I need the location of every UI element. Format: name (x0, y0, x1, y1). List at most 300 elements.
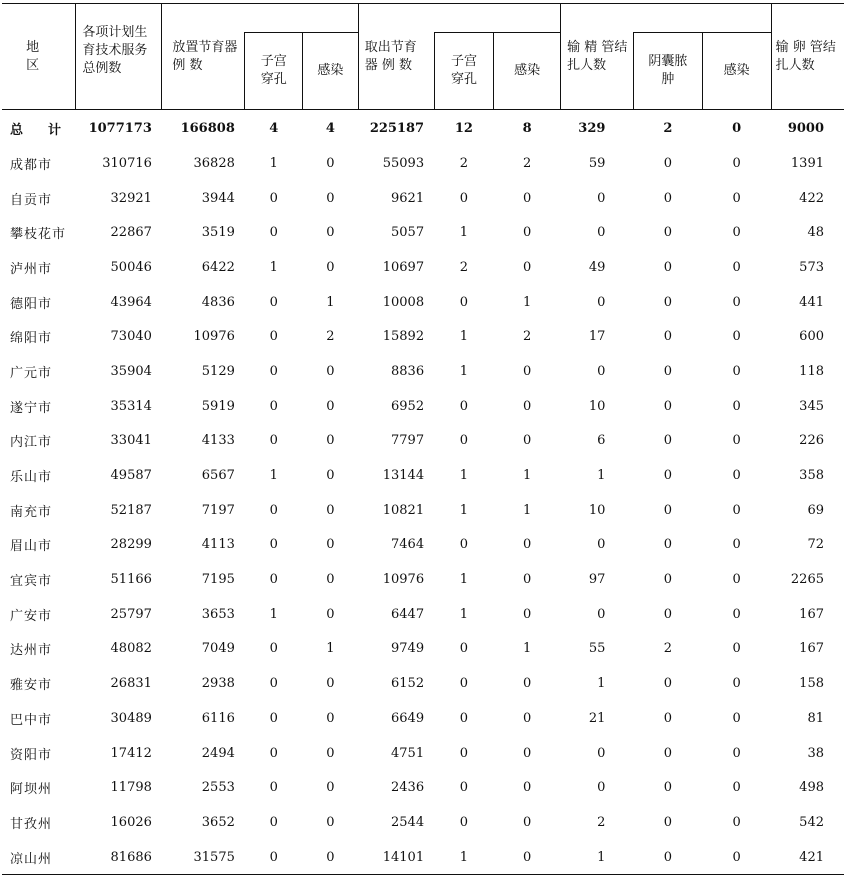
vasectomy-infection-cell: 0 (732, 225, 741, 241)
tubal-cell: 441 (799, 294, 824, 310)
remove-perforation-cell: 2 (459, 259, 469, 275)
insert-iud-cell: 2553 (201, 780, 235, 796)
total-cases-cell: 1077173 (88, 120, 152, 136)
vasectomy-hematoma-cell: 0 (663, 398, 672, 414)
table-row (2, 215, 844, 250)
insert-iud-cell: 7049 (201, 641, 235, 657)
insert-infection-cell: 0 (326, 225, 335, 241)
remove-infection-cell: 0 (523, 606, 532, 622)
family-planning-table (2, 3, 844, 875)
vasectomy-cell: 0 (597, 363, 606, 379)
table-body (2, 110, 844, 875)
header-insert-perforation: 子宫穿孔 (245, 33, 303, 110)
vasectomy-hematoma-cell: 0 (663, 537, 672, 553)
remove-iud-cell: 6952 (391, 398, 425, 414)
vasectomy-cell: 49 (588, 259, 606, 275)
remove-infection-cell: 0 (523, 710, 532, 726)
region-cell: 内江市 (10, 435, 53, 451)
remove-iud-cell: 7464 (391, 537, 425, 553)
remove-iud-cell: 2436 (391, 780, 425, 796)
table-row (2, 250, 844, 285)
vasectomy-infection-cell: 0 (732, 745, 741, 761)
vasectomy-cell: 6 (597, 433, 606, 449)
remove-perforation-cell: 0 (459, 710, 469, 726)
total-vasectomy-cell: 329 (578, 120, 606, 136)
total-cases-cell: 26831 (110, 676, 152, 692)
insert-iud-cell: 5919 (201, 398, 235, 414)
region-cell: 雅安市 (10, 678, 53, 694)
vasectomy-hematoma-cell: 0 (663, 468, 672, 484)
table-row (2, 319, 844, 354)
remove-perforation-cell: 1 (459, 502, 469, 518)
insert-iud-cell: 7197 (201, 502, 235, 518)
insert-iud-cell: 3519 (201, 225, 235, 241)
region-cell: 乐山市 (10, 470, 53, 486)
table-row (2, 389, 844, 424)
vasectomy-cell: 0 (597, 537, 606, 553)
insert-iud-cell: 3653 (201, 606, 235, 622)
table-row (2, 736, 844, 771)
vasectomy-cell: 10 (588, 398, 606, 414)
total-insert-iud-cell: 166808 (180, 120, 235, 136)
tubal-cell: 345 (799, 398, 824, 414)
insert-iud-cell: 10976 (193, 329, 235, 345)
remove-perforation-cell: 1 (459, 363, 469, 379)
tubal-cell: 72 (807, 537, 824, 553)
vasectomy-cell: 59 (588, 155, 606, 171)
insert-perforation-cell: 0 (269, 433, 278, 449)
remove-iud-cell: 6152 (391, 676, 425, 692)
table-row (2, 701, 844, 736)
remove-iud-cell: 9749 (391, 641, 425, 657)
total-cases-cell: 16026 (110, 814, 152, 830)
region-cell: 攀枝花市 (10, 227, 67, 243)
insert-infection-cell: 0 (326, 259, 335, 275)
tubal-cell: 1391 (790, 155, 824, 171)
vasectomy-cell: 21 (588, 710, 606, 726)
region-cell: 达州市 (10, 643, 53, 659)
region-cell: 泸州市 (10, 261, 53, 277)
remove-iud-cell: 10697 (382, 259, 425, 275)
tubal-cell: 421 (771, 840, 844, 875)
tubal-cell: 118 (799, 363, 824, 379)
remove-perforation-cell: 1 (459, 572, 469, 588)
insert-perforation-cell: 0 (269, 225, 278, 241)
total-cases-cell: 48082 (110, 641, 152, 657)
remove-perforation-cell: 0 (459, 676, 469, 692)
tubal-cell: 167 (799, 641, 824, 657)
total-cases-cell: 33041 (110, 433, 152, 449)
insert-iud-cell: 31575 (162, 840, 245, 875)
tubal-cell: 573 (799, 259, 824, 275)
insert-infection-cell: 0 (326, 398, 335, 414)
vasectomy-hematoma-cell: 0 (663, 294, 672, 310)
region-cell: 宜宾市 (10, 574, 53, 590)
table-header (2, 4, 844, 110)
table-row (2, 458, 844, 493)
remove-iud-cell: 13144 (382, 468, 425, 484)
table-row (2, 146, 844, 181)
remove-infection-cell: 0 (523, 814, 532, 830)
header-insert-sub-space (245, 4, 358, 33)
remove-infection-cell: 1 (523, 502, 532, 518)
insert-infection-cell: 0 (326, 537, 335, 553)
insert-iud-cell: 2938 (201, 676, 235, 692)
insert-infection-cell: 0 (326, 676, 335, 692)
remove-infection-cell: 0 (523, 537, 532, 553)
table-row (2, 528, 844, 563)
insert-infection-cell: 0 (326, 814, 335, 830)
table-row (2, 354, 844, 389)
region-cell: 巴中市 (10, 712, 53, 728)
remove-iud-cell: 55093 (382, 155, 425, 171)
vasectomy-infection-cell: 0 (732, 780, 741, 796)
remove-iud-cell: 14101 (358, 840, 434, 875)
region-cell: 阿坝州 (10, 782, 53, 798)
vasectomy-infection-cell: 0 (732, 294, 741, 310)
insert-iud-cell: 6567 (201, 468, 235, 484)
insert-iud-cell: 2494 (201, 745, 235, 761)
insert-iud-cell: 5129 (201, 363, 235, 379)
total-cases-cell: 50046 (110, 259, 152, 275)
vasectomy-cell: 0 (597, 606, 606, 622)
vasectomy-infection-cell: 0 (732, 814, 741, 830)
vasectomy-hematoma-cell: 0 (663, 502, 672, 518)
header-vasectomy-hematoma: 阴囊脓肿 (633, 33, 702, 110)
table-row (2, 424, 844, 459)
vasectomy-infection-cell: 0 (732, 433, 741, 449)
table-row (2, 805, 844, 840)
remove-iud-cell: 6447 (391, 606, 425, 622)
remove-infection-cell: 1 (523, 294, 532, 310)
insert-perforation-cell: 0 (269, 329, 278, 345)
vasectomy-hematoma-cell: 0 (663, 190, 672, 206)
insert-infection-cell: 0 (326, 780, 335, 796)
remove-infection-cell: 0 (523, 190, 532, 206)
total-cases-cell: 35314 (110, 398, 152, 414)
insert-iud-cell: 6422 (201, 259, 235, 275)
region-cell: 成都市 (10, 157, 53, 173)
total-insert-perforation-cell: 4 (269, 120, 279, 136)
header-remove-infection: 感染 (494, 33, 561, 110)
header-remove-perforation: 子宫穿孔 (434, 33, 494, 110)
insert-perforation-cell: 0 (245, 840, 303, 875)
remove-perforation-cell: 1 (459, 329, 469, 345)
remove-infection-cell: 0 (494, 840, 561, 875)
remove-iud-cell: 10008 (382, 294, 425, 310)
remove-infection-cell: 0 (523, 572, 532, 588)
vasectomy-hematoma-cell: 0 (663, 225, 672, 241)
vasectomy-cell: 0 (597, 294, 606, 310)
total-remove-perforation-cell: 12 (454, 120, 473, 136)
region-cell: 德阳市 (10, 296, 53, 312)
table-row (2, 285, 844, 320)
table-row (2, 770, 844, 805)
vasectomy-cell: 1 (597, 468, 606, 484)
vasectomy-hematoma-cell: 0 (663, 572, 672, 588)
total-cases-cell: 22867 (110, 225, 152, 241)
table-row (2, 840, 844, 875)
remove-perforation-cell: 1 (459, 225, 469, 241)
header-insert-infection: 感染 (303, 33, 359, 110)
total-cases-cell: 11798 (110, 780, 152, 796)
insert-perforation-cell: 0 (269, 572, 278, 588)
tubal-cell: 69 (807, 502, 824, 518)
remove-iud-cell: 2544 (391, 814, 425, 830)
insert-infection-cell: 0 (326, 572, 335, 588)
total-insert-infection-cell: 4 (325, 120, 335, 136)
insert-iud-cell: 4133 (201, 433, 235, 449)
vasectomy-infection-cell: 0 (732, 537, 741, 553)
tubal-cell: 2265 (790, 572, 824, 588)
insert-perforation-cell: 0 (269, 676, 278, 692)
insert-infection-cell: 0 (326, 468, 335, 484)
tubal-cell: 226 (799, 433, 824, 449)
vasectomy-hematoma-cell: 0 (663, 259, 672, 275)
insert-infection-cell: 1 (326, 294, 335, 310)
remove-iud-cell: 4751 (391, 745, 425, 761)
total-cases-cell: 52187 (110, 502, 152, 518)
vasectomy-hematoma-cell: 0 (663, 329, 672, 345)
vasectomy-infection-cell: 0 (732, 155, 741, 171)
remove-infection-cell: 0 (523, 398, 532, 414)
remove-perforation-cell: 2 (459, 155, 469, 171)
tubal-cell: 498 (799, 780, 824, 796)
vasectomy-cell: 0 (597, 190, 606, 206)
header-insert-iud: 放置节育器 例 数 (162, 4, 245, 110)
region-cell: 凉山州 (2, 840, 76, 875)
remove-iud-cell: 7797 (391, 433, 425, 449)
insert-perforation-cell: 0 (269, 190, 278, 206)
remove-infection-cell: 2 (523, 155, 532, 171)
remove-infection-cell: 0 (523, 259, 532, 275)
vasectomy-infection-cell: 0 (732, 398, 741, 414)
insert-infection-cell: 0 (326, 363, 335, 379)
insert-infection-cell: 0 (326, 745, 335, 761)
remove-iud-cell: 5057 (391, 225, 425, 241)
insert-perforation-cell: 0 (269, 780, 278, 796)
vasectomy-hematoma-cell: 2 (663, 641, 672, 657)
remove-perforation-cell: 1 (459, 606, 469, 622)
table-row (2, 562, 844, 597)
insert-iud-cell: 7195 (201, 572, 235, 588)
region-cell: 眉山市 (10, 539, 53, 555)
vasectomy-hematoma-cell: 0 (663, 155, 672, 171)
vasectomy-infection-cell: 0 (732, 468, 741, 484)
vasectomy-cell: 0 (597, 745, 606, 761)
vasectomy-hematoma-cell: 0 (663, 606, 672, 622)
total-cases-cell: 17412 (110, 745, 152, 761)
total-cases-cell: 28299 (110, 537, 152, 553)
remove-perforation-cell: 0 (459, 745, 469, 761)
vasectomy-cell: 0 (597, 780, 606, 796)
insert-iud-cell: 4113 (201, 537, 235, 553)
insert-iud-cell: 3944 (201, 190, 235, 206)
insert-perforation-cell: 0 (269, 641, 278, 657)
remove-iud-cell: 15892 (382, 329, 425, 345)
remove-infection-cell: 0 (523, 745, 532, 761)
region-cell: 资阳市 (10, 747, 53, 763)
insert-perforation-cell: 0 (269, 502, 278, 518)
tubal-cell: 81 (807, 710, 824, 726)
remove-infection-cell: 0 (523, 363, 532, 379)
total-tubal-cell: 9000 (787, 120, 824, 136)
remove-iud-cell: 10821 (382, 502, 425, 518)
header-vasectomy-sub-space (633, 4, 771, 33)
tubal-cell: 167 (799, 606, 824, 622)
table-row (2, 493, 844, 528)
table-row (2, 181, 844, 216)
region-cell: 广安市 (10, 608, 53, 624)
tubal-cell: 358 (799, 468, 824, 484)
vasectomy-cell: 97 (588, 572, 606, 588)
header-vasectomy-infection: 感染 (702, 33, 771, 110)
insert-perforation-cell: 1 (269, 606, 278, 622)
remove-infection-cell: 1 (523, 641, 532, 657)
vasectomy-cell: 1 (597, 676, 606, 692)
region-cell: 广元市 (10, 365, 53, 381)
insert-perforation-cell: 0 (269, 294, 278, 310)
remove-iud-cell: 9621 (391, 190, 425, 206)
header-tubal: 输 卵 管结扎人数 (771, 4, 844, 110)
vasectomy-infection-cell: 0 (732, 329, 741, 345)
total-row (2, 110, 844, 147)
insert-perforation-cell: 0 (269, 398, 278, 414)
vasectomy-cell: 55 (588, 641, 606, 657)
insert-perforation-cell: 0 (269, 745, 278, 761)
total-cases-cell: 51166 (110, 572, 152, 588)
total-remove-infection-cell: 8 (522, 120, 532, 136)
vasectomy-hematoma-cell: 0 (663, 814, 672, 830)
vasectomy-cell: 10 (588, 502, 606, 518)
remove-perforation-cell: 0 (459, 398, 469, 414)
table-row (2, 632, 844, 667)
insert-iud-cell: 3652 (201, 814, 235, 830)
total-vasectomy-infection-cell: 0 (732, 120, 742, 136)
vasectomy-hematoma-cell: 0 (663, 433, 672, 449)
insert-perforation-cell: 0 (269, 814, 278, 830)
remove-perforation-cell: 0 (459, 537, 469, 553)
insert-perforation-cell: 0 (269, 710, 278, 726)
total-cases-cell: 81686 (76, 840, 162, 875)
insert-infection-cell: 2 (326, 329, 335, 345)
insert-infection-cell: 0 (326, 433, 335, 449)
vasectomy-hematoma-cell: 0 (663, 780, 672, 796)
remove-iud-cell: 8836 (391, 363, 425, 379)
insert-perforation-cell: 1 (269, 468, 278, 484)
header-vasectomy: 输 精 管结扎人数 (561, 4, 634, 110)
remove-perforation-cell: 1 (434, 840, 494, 875)
header-remove-sub-space (434, 4, 560, 33)
vasectomy-cell: 0 (597, 225, 606, 241)
remove-perforation-cell: 0 (459, 641, 469, 657)
header-total-cases: 各项计划生育技术服务总例数 (76, 4, 162, 110)
remove-iud-cell: 10976 (382, 572, 425, 588)
tubal-cell: 422 (799, 190, 824, 206)
vasectomy-hematoma-cell: 0 (663, 676, 672, 692)
insert-perforation-cell: 0 (269, 537, 278, 553)
total-vasectomy-hematoma-cell: 2 (663, 120, 673, 136)
vasectomy-infection-cell: 0 (732, 363, 741, 379)
vasectomy-infection-cell: 0 (732, 502, 741, 518)
insert-perforation-cell: 0 (269, 363, 278, 379)
tubal-cell: 38 (807, 745, 824, 761)
insert-iud-cell: 36828 (193, 155, 235, 171)
region-cell: 甘孜州 (10, 816, 53, 832)
header-remove-iud: 取出节育器 例 数 (358, 4, 434, 110)
remove-infection-cell: 2 (523, 329, 532, 345)
remove-perforation-cell: 0 (459, 294, 469, 310)
header-region: 地 区 (2, 4, 76, 110)
vasectomy-cell: 1 (561, 840, 634, 875)
insert-iud-cell: 6116 (201, 710, 235, 726)
remove-infection-cell: 0 (523, 225, 532, 241)
insert-iud-cell: 4836 (201, 294, 235, 310)
remove-infection-cell: 0 (523, 780, 532, 796)
remove-perforation-cell: 0 (459, 780, 469, 796)
remove-infection-cell: 1 (523, 468, 532, 484)
region-cell: 南充市 (10, 504, 53, 520)
remove-perforation-cell: 1 (459, 468, 469, 484)
remove-perforation-cell: 0 (459, 814, 469, 830)
tubal-cell: 48 (807, 225, 824, 241)
total-cases-cell: 43964 (110, 294, 152, 310)
vasectomy-infection-cell: 0 (732, 572, 741, 588)
total-cases-cell: 73040 (110, 329, 152, 345)
vasectomy-hematoma-cell: 0 (633, 840, 702, 875)
region-cell: 绵阳市 (10, 331, 53, 347)
total-cases-cell: 25797 (110, 606, 152, 622)
region-cell: 自贡市 (10, 192, 53, 208)
vasectomy-cell: 2 (597, 814, 606, 830)
vasectomy-infection-cell: 0 (732, 190, 741, 206)
vasectomy-infection-cell: 0 (732, 606, 741, 622)
total-cases-cell: 310716 (102, 155, 152, 171)
table-row (2, 597, 844, 632)
insert-infection-cell: 1 (326, 641, 335, 657)
vasectomy-hematoma-cell: 0 (663, 710, 672, 726)
insert-infection-cell: 0 (326, 155, 335, 171)
vasectomy-infection-cell: 0 (732, 710, 741, 726)
region-cell: 遂宁市 (10, 400, 53, 416)
remove-perforation-cell: 0 (459, 190, 469, 206)
total-cases-cell: 49587 (110, 468, 152, 484)
total-remove-iud-cell: 225187 (369, 120, 425, 136)
table-row (2, 666, 844, 701)
insert-perforation-cell: 1 (269, 259, 278, 275)
vasectomy-hematoma-cell: 0 (663, 745, 672, 761)
insert-infection-cell: 0 (326, 606, 335, 622)
insert-perforation-cell: 1 (269, 155, 278, 171)
total-cases-cell: 30489 (110, 710, 152, 726)
vasectomy-infection-cell: 0 (732, 641, 741, 657)
vasectomy-infection-cell: 0 (732, 676, 741, 692)
total-region: 总 计 (10, 122, 68, 138)
total-cases-cell: 32921 (110, 190, 152, 206)
remove-perforation-cell: 0 (459, 433, 469, 449)
remove-infection-cell: 0 (523, 676, 532, 692)
vasectomy-infection-cell: 0 (732, 259, 741, 275)
vasectomy-hematoma-cell: 0 (663, 363, 672, 379)
tubal-cell: 600 (799, 329, 824, 345)
total-cases-cell: 35904 (110, 363, 152, 379)
insert-infection-cell: 0 (326, 190, 335, 206)
tubal-cell: 158 (799, 676, 824, 692)
insert-infection-cell: 0 (303, 840, 359, 875)
vasectomy-infection-cell: 0 (702, 840, 771, 875)
tubal-cell: 542 (799, 814, 824, 830)
remove-iud-cell: 6649 (391, 710, 425, 726)
